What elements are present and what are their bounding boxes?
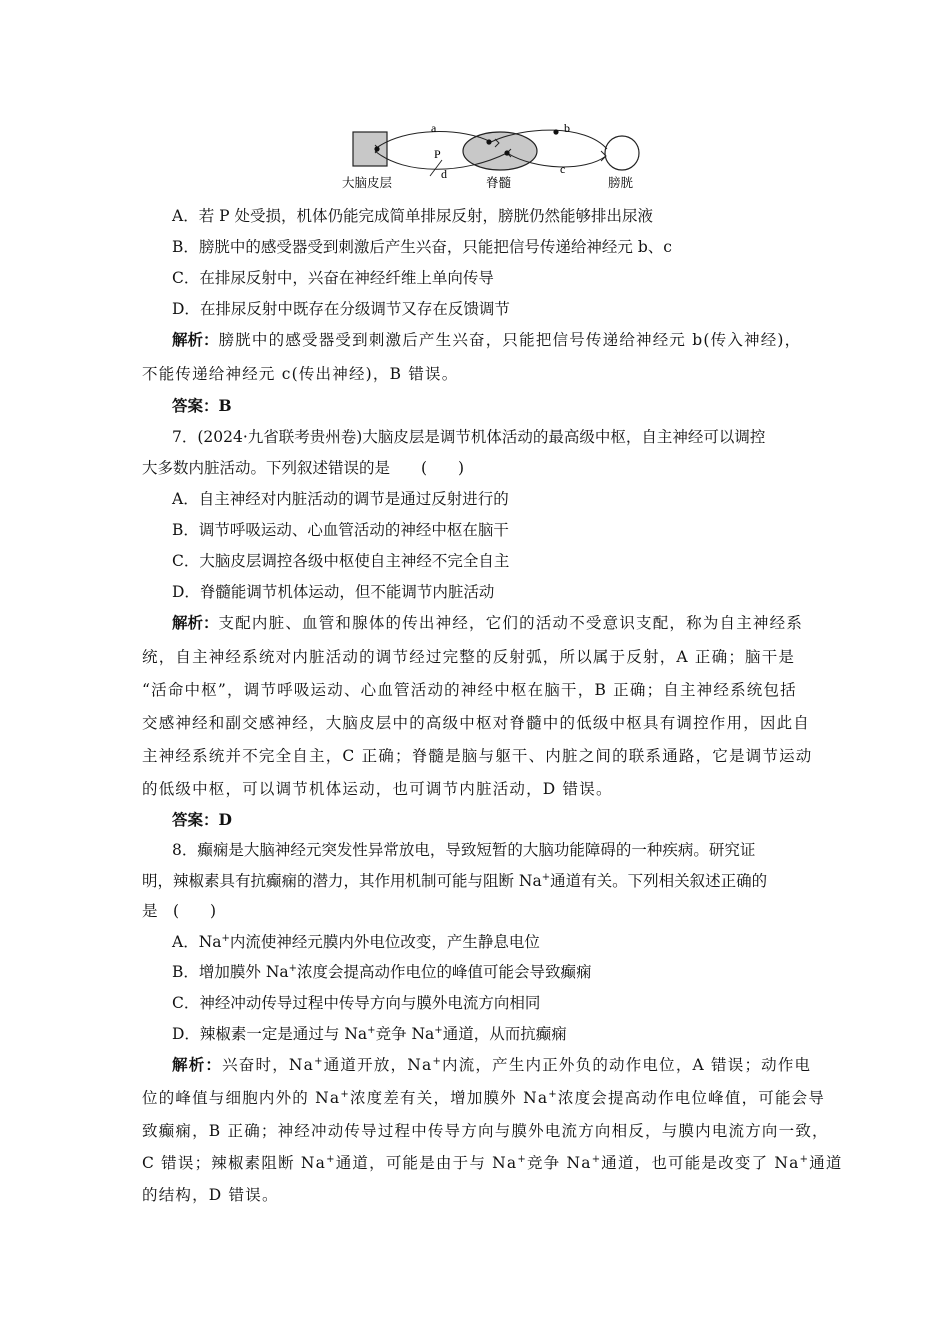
q8-option-a [172, 932, 540, 952]
q7-stem-line-2: 大多数内脏活动。下列叙述错误的是 ( ) [142, 459, 465, 477]
q8-stem-line-3: 是 ( ) [142, 902, 217, 920]
q8-an4-part-5: 通道 [809, 1154, 843, 1172]
q7-option-c: C．大脑皮层调控各级中枢使自主神经不完全自主 [172, 552, 510, 570]
q7-option-a: A．自主神经对内脏活动的调节是通过反射进行的 [172, 490, 509, 508]
label-spinal-cord: 脊髓 [486, 175, 512, 190]
q6-option-b: B．膀胱中的感受器受到刺激后产生兴奋，只能把信号传递给神经元 b、c [172, 238, 672, 256]
q8-stem-line-2-b: 通道有关。下列相关叙述正确的 [550, 872, 768, 890]
q8-option-b-part-1: B．增加膜外 Na [172, 963, 289, 981]
q6-analysis-line-1 [172, 330, 801, 350]
q7-analysis-line-4: 交感神经和副交感神经，大脑皮层中的高级中枢对脊髓中的低级中枢具有调控作用，因此自 [142, 714, 811, 732]
label-brain-cortex: 大脑皮层 [342, 175, 393, 190]
reflex-diagram [335, 118, 655, 200]
q8-option-b [172, 962, 592, 982]
q8-stem-line-2 [142, 871, 767, 891]
q7-answer: 答案：D [172, 810, 232, 829]
q8-an2-sup-1: + [340, 1089, 350, 1100]
q7-analysis-line-3: “活命中枢”，调节呼吸运动、心血管活动的神经中枢在脑干，B 正确；自主神经系统包括 [142, 681, 797, 699]
q8-an2-part-2: 浓度差有关，增加膜外 Na [349, 1089, 549, 1107]
brain-cortex-box [353, 132, 387, 166]
q8-an4-sup-1: + [326, 1154, 336, 1165]
q7-analysis-line-1 [172, 613, 803, 633]
q8-option-d [172, 1024, 567, 1044]
q8-analysis-label: 解析： [172, 1055, 223, 1074]
q8-option-d-part-1: D．辣椒素一定是通过与 Na [172, 1025, 368, 1043]
bladder-circle [605, 136, 639, 170]
label-c: c [560, 162, 566, 176]
q7-option-d: D．脊髓能调节机体运动，但不能调节内脏活动 [172, 583, 495, 601]
q8-an1-part-1: 兴奋时，Na [222, 1056, 315, 1074]
q7-analysis-line-5: 主神经系统并不完全自主，C 正确；脊髓是脑与躯干、内脏之间的联系通路，它是调节运动 [142, 747, 813, 765]
q8-analysis-line-1 [172, 1055, 811, 1075]
q8-an2-part-3: 浓度会提高动作电位峰值，可能会导 [557, 1089, 826, 1107]
q8-analysis-line-5: 的结构，D 错误。 [142, 1186, 279, 1204]
q8-an2-sup-2: + [548, 1089, 558, 1100]
q7-option-b: B．调节呼吸运动、心血管活动的神经中枢在脑干 [172, 521, 509, 539]
q8-an4-part-3: 竞争 Na [526, 1154, 592, 1172]
q8-analysis-line-3: 致癫痫，B 正确；神经冲动传导过程中传导方向与膜外电流方向相反，与膜内电流方向一致， [142, 1122, 829, 1140]
q8-analysis-line-4 [142, 1153, 843, 1173]
q8-option-a-part-2: 内流使神经元膜内外电位改变，产生静息电位 [229, 933, 540, 951]
cell-body-spine-1 [486, 139, 491, 144]
q8-stem-sup: + [541, 872, 551, 883]
q8-an2-part-1: 位的峰值与细胞内外的 Na [142, 1089, 341, 1107]
cell-body-a [374, 146, 379, 151]
q7-analysis-label: 解析： [172, 613, 219, 632]
q6-option-c: C．在排尿反射中，兴奋在神经纤维上单向传导 [172, 269, 494, 287]
q8-an1-sup-2: + [432, 1056, 443, 1067]
q7-analysis-line-6: 的低级中枢，可以调节机体运动，也可调节内脏活动，D 错误。 [142, 780, 613, 798]
q8-an4-part-1: C 错误；辣椒素阻断 Na [142, 1154, 327, 1172]
cell-body-b [553, 129, 558, 134]
q6-option-d: D．在排尿反射中既存在分级调节又存在反馈调节 [172, 300, 510, 318]
label-bladder: 膀胱 [608, 175, 634, 190]
q8-option-c: C．神经冲动传导过程中传导方向与膜外电流方向相同 [172, 994, 541, 1012]
q8-option-d-part-2: 竞争 Na [375, 1025, 435, 1043]
q8-an1-part-3: 内流，产生内正外负的动作电位，A 错误；动作电 [442, 1056, 812, 1074]
label-a: a [431, 121, 437, 135]
q6-option-a: A．若 P 处受损，机体仍能完成简单排尿反射，膀胱仍然能够排出尿液 [172, 207, 653, 225]
q8-an4-sup-2: + [517, 1154, 527, 1165]
q7-analysis-line-2: 统，自主神经系统对内脏活动的调节经过完整的反射弧，所以属于反射，A 正确；脑干是 [142, 648, 796, 666]
q8-analysis-line-2 [142, 1088, 825, 1108]
q8-stem-line-2-a: 明，辣椒素具有抗癫痫的潜力，其作用机制可能与阻断 Na [142, 872, 542, 890]
q8-option-a-part-1: A．Na [172, 933, 222, 951]
q6-answer: 答案：B [172, 396, 232, 415]
reflex-diagram-svg [335, 118, 655, 200]
label-p: P [434, 147, 441, 161]
cell-body-spine-2 [504, 150, 509, 155]
q8-an1-part-2: 通道开放，Na [323, 1056, 433, 1074]
q8-an1-sup-1: + [314, 1056, 324, 1067]
q8-option-b-part-2: 浓度会提高动作电位的峰值可能会导致癫痫 [297, 963, 592, 981]
q8-option-b-sup: + [288, 963, 298, 974]
q8-option-d-sup-1: + [367, 1025, 376, 1036]
q8-an4-part-4: 通道，也可能是改变了 Na [601, 1154, 800, 1172]
q7-stem-line-1: 7．(2024·九省联考贵州卷)大脑皮层是调节机体活动的最高级中枢，自主神经可以调控 [172, 428, 766, 446]
label-d: d [441, 167, 447, 181]
q8-stem-line-1: 8．癫痫是大脑神经元突发性异常放电，导致短暂的大脑功能障碍的一种疾病。研究证 [172, 841, 756, 859]
label-b: b [564, 121, 570, 135]
q8-an4-part-2: 通道，可能是由于与 Na [335, 1154, 518, 1172]
q8-an4-sup-4: + [799, 1154, 810, 1165]
q6-analysis-label: 解析： [172, 330, 219, 349]
q6-analysis-line-2: 不能传递给神经元 c(传出神经)，B 错误。 [142, 365, 459, 383]
q6-analysis-text-1: 膀胱中的感受器受到刺激后产生兴奋，只能把信号传递给神经元 b(传入神经)， [218, 331, 802, 349]
q8-option-a-sup: + [221, 933, 230, 944]
q8-option-d-part-3: 通道，从而抗癫痫 [442, 1025, 567, 1043]
q8-option-d-sup-2: + [434, 1025, 443, 1036]
q8-an4-sup-3: + [591, 1154, 602, 1165]
q7-analysis-text-1: 支配内脏、血管和腺体的传出神经，它们的活动不受意识支配，称为自主神经系 [218, 614, 804, 632]
